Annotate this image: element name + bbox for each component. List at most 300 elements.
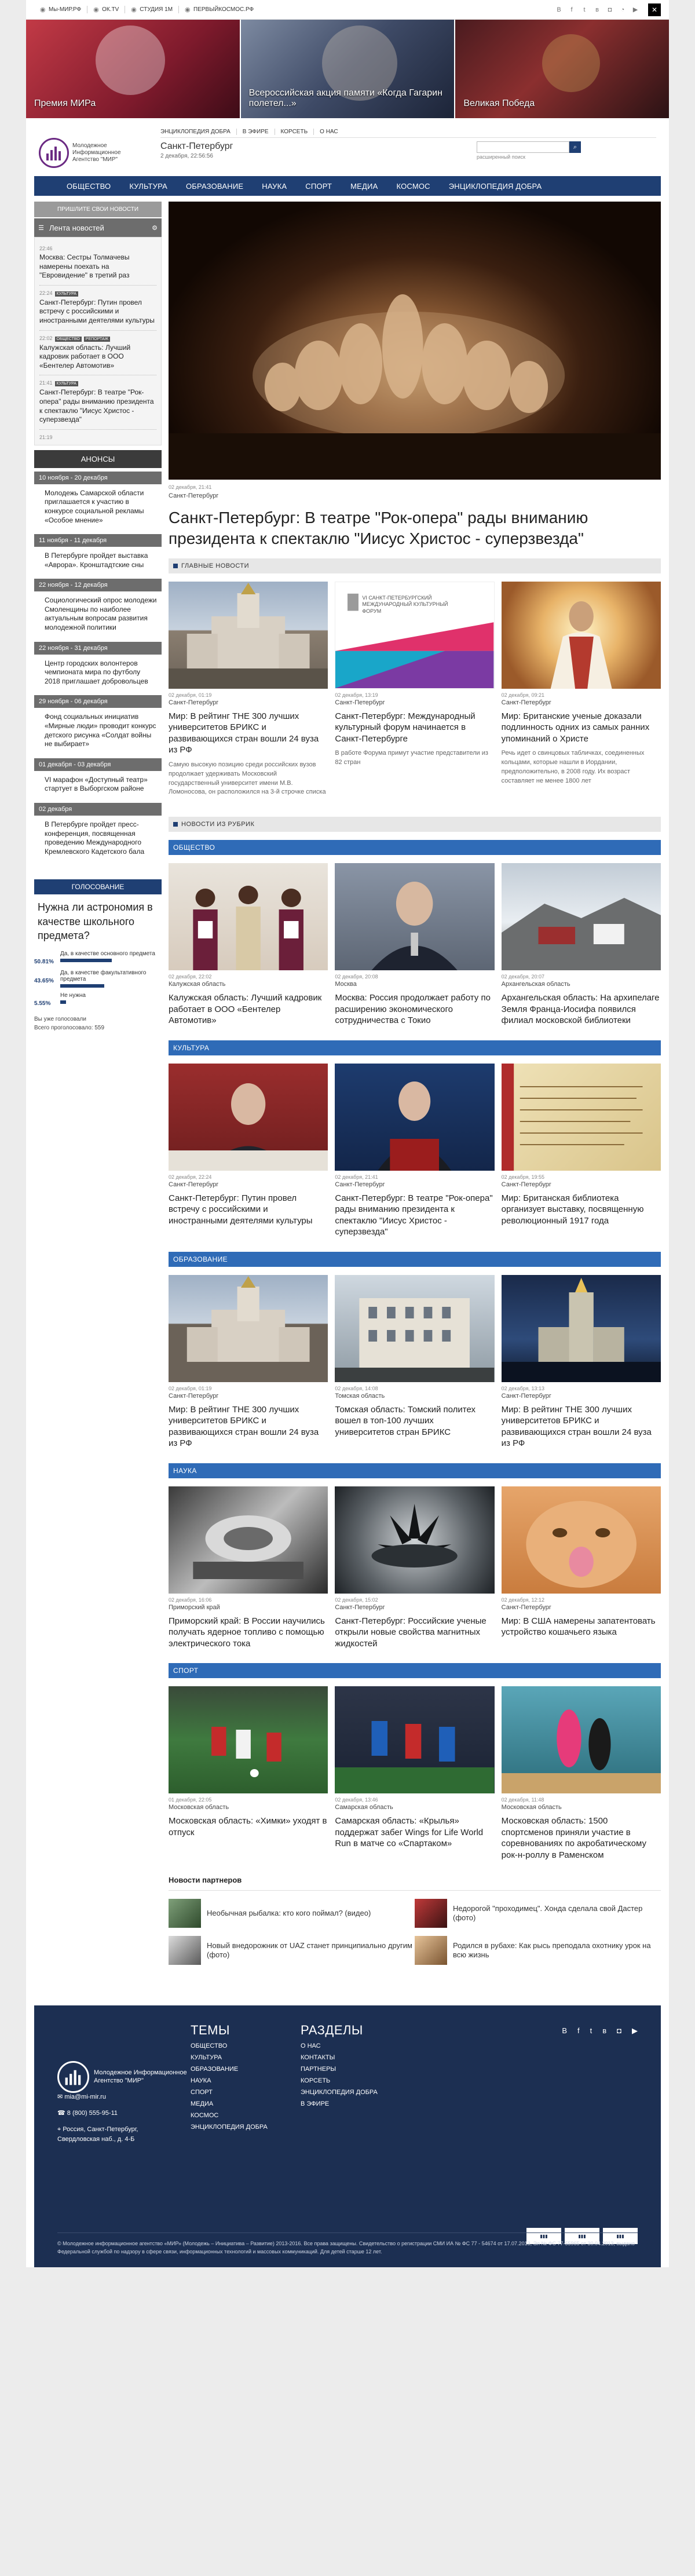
rubric-grid <box>169 863 661 1026</box>
promo-banners <box>26 20 669 118</box>
rubrics-header <box>169 817 661 832</box>
footer-section-link[interactable]: КОНТАКТЫ <box>301 2054 335 2062</box>
news-image[interactable] <box>502 1486 661 1594</box>
news-lead: Самую высокую позицию среди российских вузов продолжает удерживать Московский государственный университет имени М.В. Ломоносова, он расположился на 3-й строчке списка <box>169 761 326 796</box>
search-box <box>477 141 581 160</box>
poll-bar <box>60 959 112 962</box>
partners-title: Новости партнеров <box>169 1876 242 1885</box>
magnetic-fluid-icon <box>335 1486 494 1594</box>
footer-sections <box>301 2023 411 2131</box>
announcement[interactable] <box>34 472 162 531</box>
vk-icon[interactable]: в <box>595 6 599 13</box>
news-card[interactable] <box>169 1486 328 1650</box>
sidebar <box>34 202 162 1982</box>
university-building-icon <box>169 1275 328 1382</box>
poll-percent: 50.81% <box>34 959 54 966</box>
announcement[interactable] <box>34 642 162 692</box>
news-meta: 02 декабря, 13:46 <box>335 1797 378 1803</box>
counter-badge[interactable]: ▮▮▮ <box>603 2228 638 2244</box>
top-link-label[interactable]: Мы-МИР.РФ <box>49 6 82 13</box>
main-news-header <box>169 558 661 573</box>
news-card[interactable] <box>169 1064 328 1238</box>
rubric-header[interactable]: НАУКА <box>169 1463 661 1478</box>
news-image[interactable] <box>169 582 328 689</box>
feed-meta <box>39 335 156 342</box>
news-card[interactable] <box>169 582 328 798</box>
news-location[interactable]: Санкт-Петербург <box>335 1181 385 1188</box>
announcement-text[interactable]: VI марафон «Доступный театр» стартует в Выборгском районе <box>45 775 148 793</box>
news-card[interactable] <box>502 1486 661 1650</box>
main-news-grid <box>169 582 661 798</box>
rubric-grid <box>169 1686 661 1861</box>
news-card[interactable] <box>502 1064 661 1238</box>
footer-section-link[interactable]: О НАС <box>301 2042 321 2050</box>
top-link[interactable] <box>178 6 259 13</box>
news-title[interactable]: Самарская область: «Крылья» поддержат забег Wings for Life World Run в матче со «Спартаком» <box>335 1816 484 1849</box>
news-location[interactable]: Санкт-Петербург <box>169 1392 219 1400</box>
news-title[interactable]: Архангельская область: На архипелаге Земля Франца-Иосифа появился филиал московской библиотеки <box>501 993 660 1026</box>
poll-option-label: Да, в качестве факультативного предмета <box>60 970 147 983</box>
partner-item[interactable] <box>169 1899 415 1928</box>
promo-banner-caption: Всероссийская акция памяти «Когда Гагарин полетел...» <box>248 88 442 108</box>
news-meta: 02 декабря, 13:19 <box>335 692 378 698</box>
news-title[interactable]: Мир: Британская библиотека организует выставку, посвященную революционный 1917 года <box>501 1193 644 1226</box>
announcement-date: 11 ноября - 11 декабря <box>34 534 162 547</box>
footer-logo-text: Молодежное Информационное Агентство "МИР" <box>94 2069 187 2085</box>
footer-theme-link[interactable]: ЭНЦИКЛОПЕДИЯ ДОБРА <box>191 2124 268 2131</box>
promo-banner[interactable] <box>455 20 669 118</box>
header-menu-item[interactable]: О НАС <box>313 129 343 135</box>
announcement[interactable] <box>34 758 162 799</box>
footer-theme-link[interactable]: ОБЩЕСТВО <box>191 2042 228 2050</box>
news-image[interactable] <box>502 1064 661 1171</box>
news-location[interactable]: Санкт-Петербург <box>335 699 385 706</box>
news-image[interactable] <box>335 1486 494 1594</box>
news-meta: 02 декабря, 12:12 <box>501 1596 545 1603</box>
logo-mark-icon <box>39 138 69 168</box>
news-location[interactable]: Санкт-Петербург <box>501 1392 551 1400</box>
news-location[interactable]: Московская область <box>501 1804 562 1811</box>
poll-question: Нужна ли астрономия в качестве школьного предмета? <box>38 901 153 941</box>
rss-icon[interactable]: ◔ <box>620 6 625 13</box>
news-location[interactable]: Московская область <box>169 1804 229 1811</box>
news-card[interactable] <box>169 1275 328 1449</box>
partner-image[interactable] <box>415 1936 447 1965</box>
top-bar <box>26 0 669 20</box>
feed-text[interactable]: Санкт-Петербург: Путин провел встречу с российскими и иностранными деятелями культуры <box>39 298 155 324</box>
location-icon: ⌖ <box>57 2125 63 2133</box>
feed-tag[interactable]: КУЛЬТУРА <box>55 291 78 297</box>
nav-item[interactable]: НАУКА <box>262 181 287 191</box>
feed-item[interactable] <box>39 430 156 441</box>
city-name[interactable]: Санкт-Петербург <box>160 141 233 151</box>
promo-banner[interactable] <box>26 20 240 118</box>
poll-option-label: Не нужна <box>60 992 86 999</box>
news-meta: 02 декабря, 13:13 <box>501 1385 545 1391</box>
poll-option <box>34 948 162 967</box>
award-people-icon <box>169 863 328 970</box>
speaker-portrait-icon <box>335 863 494 970</box>
poll-bar <box>60 1000 66 1004</box>
rubric-grid <box>169 1064 661 1238</box>
news-image[interactable] <box>502 1275 661 1382</box>
rubric-header[interactable]: КУЛЬТУРА <box>169 1040 661 1055</box>
news-title[interactable]: Московская область: «Химки» уходят в отпуск <box>169 1816 327 1837</box>
news-title[interactable]: Мир: Британские ученые доказали подлинность одних из самых ранних упоминаний о Христе <box>501 711 650 744</box>
news-location[interactable]: Москва <box>335 981 357 988</box>
document-icon <box>502 1064 661 1171</box>
current-datetime: 2 декабря, 22:56:56 <box>160 153 213 159</box>
rubric-header[interactable]: ОБРАЗОВАНИЕ <box>169 1252 661 1267</box>
globe-icon: ◉ <box>93 6 99 13</box>
feed-item[interactable] <box>39 375 156 429</box>
news-card[interactable] <box>502 1686 661 1861</box>
header-menu <box>160 126 656 138</box>
news-meta: 02 декабря, 22:02 <box>169 974 212 980</box>
news-image[interactable] <box>169 1064 328 1171</box>
news-meta: 02 декабря, 22:24 <box>169 1174 212 1180</box>
news-title[interactable]: Калужская область: Лучший кадровик работает в ООО «Бентелер Автомотив» <box>169 993 322 1026</box>
logo-mark-icon <box>57 2061 89 2093</box>
announcement-date: 22 ноября - 31 декабря <box>34 642 162 655</box>
footer-section-link[interactable]: ЭНЦИКЛОПЕДИЯ ДОБРА <box>301 2089 378 2096</box>
feed-tag[interactable]: КУЛЬТУРА <box>55 381 78 386</box>
rubric-header[interactable]: ОБЩЕСТВО <box>169 840 661 855</box>
nav-item[interactable]: ОБРАЗОВАНИЕ <box>185 181 244 191</box>
rubric-grid <box>169 1275 661 1449</box>
globe-icon: ◉ <box>185 6 191 13</box>
partners-list <box>169 1890 661 1982</box>
promo-banner-caption: Премия МИРа <box>34 98 96 108</box>
news-feed <box>34 237 162 445</box>
announcements-title: АНОНСЫ <box>34 450 162 468</box>
partner-image[interactable] <box>415 1899 447 1928</box>
feed-text[interactable]: Санкт-Петербург: В театре "Рок-опера" рады вниманию президента к спектаклю "Иисус Христос - суперзвезда" <box>39 388 154 424</box>
search-input[interactable] <box>477 141 569 153</box>
header-menu-item[interactable]: ЭНЦИКЛОПЕДИЯ ДОБРА <box>160 129 231 135</box>
phone-icon: ☎ <box>57 2110 67 2117</box>
gear-icon[interactable]: ⚙ <box>152 224 158 232</box>
footer-section-link[interactable]: КОРСЕТЬ <box>301 2077 331 2085</box>
nav-item[interactable]: МЕДИА <box>350 181 378 191</box>
blogger-icon[interactable]: B <box>557 6 561 13</box>
poll-bar <box>60 984 104 988</box>
header-menu-item[interactable]: В ЭФИРЕ <box>236 129 275 135</box>
news-title[interactable]: Мир: В рейтинг THE 300 лучших университетов БРИКС и развивающихся стран вошли 24 вуза из РФ <box>169 1404 319 1449</box>
header-menu-item[interactable]: КОРСЕТЬ <box>275 129 314 135</box>
youtube-icon[interactable]: ▶ <box>632 6 638 13</box>
poll-option-label: Да, в качестве основного предмета <box>60 951 155 958</box>
feed-tag[interactable]: ОБЩЕСТВО <box>55 337 82 342</box>
footer-address-row <box>57 2125 173 2145</box>
poll-option <box>34 967 162 990</box>
hero-image[interactable] <box>169 202 661 480</box>
news-card[interactable] <box>335 1686 494 1861</box>
football-players-icon <box>169 1686 328 1793</box>
poll-percent: 43.65% <box>34 978 54 985</box>
nav-item[interactable]: ОБЩЕСТВО <box>67 181 111 191</box>
feed-title: Лента новостей <box>49 223 104 232</box>
feed-time: 21:41 <box>39 380 53 386</box>
footer-theme-link[interactable]: КУЛЬТУРА <box>191 2054 222 2062</box>
vk-icon[interactable]: в <box>602 2026 607 2036</box>
night-university-icon <box>502 1275 661 1382</box>
feed-item[interactable] <box>39 331 156 376</box>
footer-theme-link[interactable]: НАУКА <box>191 2077 211 2085</box>
partner-image[interactable] <box>169 1936 201 1965</box>
twitter-icon[interactable]: t <box>590 2026 592 2036</box>
announcement-text[interactable]: Центр городских волонтеров чемпионата мира по футболу 2018 приглашает добровольцев <box>45 659 148 685</box>
announcement-text[interactable]: В Петербурге пройдет выставка «Аврора». Кронштадтские сны <box>45 551 148 569</box>
partner-image[interactable] <box>169 1899 201 1928</box>
announcement-date: 01 декабря - 03 декабря <box>34 758 162 771</box>
footer-theme-link[interactable]: СПОРТ <box>191 2089 213 2096</box>
feed-text[interactable]: Калужская область: Лучший кадровик работает в ООО «Бентелер Автомотив» <box>39 343 131 370</box>
news-location[interactable]: Калужская область <box>169 981 226 988</box>
poll-option-body <box>60 992 162 1004</box>
news-title[interactable]: Санкт-Петербург: В театре "Рок-опера" рады вниманию президента к спектаклю "Иисус Христос - суперзвезда" <box>335 1193 493 1237</box>
promo-banner[interactable] <box>241 20 455 118</box>
feed-meta <box>39 380 156 386</box>
partner-text[interactable]: Необычная рыбалка: кто кого поймал? (видео) <box>207 1908 371 1917</box>
partner-text[interactable]: Новый внедорожник от UAZ станет принципиально другим (фото) <box>207 1941 412 1960</box>
announcement-date: 10 ноября - 20 декабря <box>34 472 162 484</box>
announcement[interactable] <box>34 695 162 754</box>
promo-banner-caption: Великая Победа <box>463 98 535 108</box>
instagram-icon[interactable]: ◘ <box>617 2026 621 2036</box>
news-image[interactable] <box>335 863 494 970</box>
feed-item[interactable] <box>39 241 156 286</box>
news-card[interactable] <box>335 582 494 798</box>
feed-time: 22:02 <box>39 335 53 341</box>
news-image[interactable] <box>335 1064 494 1171</box>
news-meta: 02 декабря, 19:55 <box>501 1174 545 1180</box>
news-location[interactable]: Приморский край <box>169 1603 220 1611</box>
mail-icon: ✉ <box>57 2093 65 2101</box>
twitter-icon[interactable]: t <box>583 6 586 13</box>
news-card[interactable] <box>502 582 661 798</box>
news-image[interactable] <box>502 1686 661 1793</box>
footer-theme-link[interactable]: ОБРАЗОВАНИЕ <box>191 2066 239 2073</box>
footer-sections-title: РАЗДЕЛЫ <box>301 2023 363 2038</box>
announcement[interactable] <box>34 803 162 862</box>
globe-icon: ◉ <box>131 6 137 13</box>
hero-title[interactable]: Санкт-Петербург: В театре "Рок-опера" рады вниманию президента к спектаклю "Иисус Христос - суперзвезда" <box>169 509 588 547</box>
top-link-label[interactable]: ОК.TV <box>102 6 119 13</box>
blogger-icon[interactable]: B <box>562 2026 567 2036</box>
section-title: ГЛАВНЫЕ НОВОСТИ <box>181 562 250 569</box>
news-card[interactable] <box>169 863 328 1026</box>
news-card[interactable] <box>502 1275 661 1449</box>
footer-email[interactable]: mia@mi-mir.ru <box>64 2093 106 2101</box>
feed-time: 22:24 <box>39 290 53 296</box>
location-block <box>160 141 233 160</box>
announcement-text[interactable]: В Петербурге пройдет пресс-конференция, посвященная проведению Международного Кремлевского Кадетского бала <box>45 820 145 856</box>
news-lead: Речь идет о свинцовых табличках, соединенных кольцами, которые нашли в Иордании, предположительно, в 2008 году. Их возраст составляет не менее 1800 лет <box>501 750 645 784</box>
footer-phone[interactable]: 8 (800) 555-95-11 <box>67 2110 118 2117</box>
announcement-text[interactable]: Молодежь Самарской области приглашается к участию в конкурсе социальной рекламы «Особое мнение» <box>45 488 144 524</box>
feed-meta <box>39 290 156 297</box>
section-marker-icon <box>173 822 178 827</box>
partner-text[interactable]: Недорогой "проходимец". Хонда сделала свой Дастер (фото) <box>453 1903 643 1923</box>
announcement[interactable] <box>34 534 162 575</box>
counter-badge[interactable]: ▮▮▮ <box>565 2228 599 2244</box>
news-location[interactable]: Санкт-Петербург <box>169 699 219 706</box>
news-title[interactable]: Москва: Россия продолжает работу по расширению экономического сотрудничества с Токио <box>335 993 491 1026</box>
poll-option-body <box>60 970 162 988</box>
news-image[interactable] <box>169 1686 328 1793</box>
news-location[interactable]: Санкт-Петербург <box>169 1181 219 1188</box>
news-title[interactable]: Приморский край: В России научились получать ядерное топливо с помощью электрического тока <box>169 1616 325 1649</box>
news-meta: 02 декабря, 16:06 <box>169 1596 212 1603</box>
news-title[interactable]: Томская область: Томский политех вошел в топ-100 лучших университетов стран БРИКС <box>335 1404 475 1437</box>
partner-item[interactable] <box>415 1936 661 1965</box>
news-meta: 02 декабря, 09:21 <box>501 692 545 698</box>
announcement-date: 29 ноября - 06 декабря <box>34 695 162 708</box>
news-title[interactable]: Московская область: 1500 спортсменов приняли участие в соревнованиях по акробатическому рок-н-роллу в Раменском <box>501 1816 646 1860</box>
football-players-icon <box>335 1686 494 1793</box>
news-title[interactable]: Мир: В рейтинг THE 300 лучших университетов БРИКС и развивающихся стран вошли 24 вуза из РФ <box>501 1404 652 1449</box>
section-title: НОВОСТИ ИЗ РУБРИК <box>181 821 255 828</box>
top-link-label[interactable]: СТУДИЯ 1М <box>140 6 173 13</box>
announcement-text[interactable]: Фонд социальных инициатив «Мирные люди» проводит конкурс детского рисунка «Солдат войны не выбирает» <box>45 712 156 748</box>
header-row <box>160 141 656 160</box>
news-title[interactable]: Санкт-Петербург: Российские ученые открыли новые свойства магнитных жидкостей <box>335 1616 487 1649</box>
partner-text[interactable]: Родился в рубахе: Как рысь преподала охотнику урок на всю жизнь <box>453 1941 651 1960</box>
forum-banner-text: VI САНКТ-ПЕТЕРБУРГСКИЙ МЕЖДУНАРОДНЫЙ КУЛЬТУРНЫЙ ФОРУМ <box>362 594 448 615</box>
news-card[interactable] <box>335 1275 494 1449</box>
news-image[interactable] <box>335 1275 494 1382</box>
news-location[interactable]: Томская область <box>335 1392 385 1400</box>
footer-social <box>562 2023 638 2131</box>
nav-item[interactable]: СПОРТ <box>305 181 332 191</box>
news-location[interactable]: Санкт-Петербург <box>335 1603 385 1611</box>
main-nav <box>34 176 661 196</box>
nav-item[interactable]: КОСМОС <box>396 181 430 191</box>
search-icon[interactable]: ⌕ <box>569 141 581 153</box>
christ-figure-icon <box>502 582 661 689</box>
dancers-icon <box>502 1686 661 1793</box>
news-image[interactable] <box>502 863 661 970</box>
news-meta: 02 декабря, 15:02 <box>335 1596 378 1603</box>
news-image[interactable] <box>169 863 328 970</box>
counter-badge[interactable]: ▮▮▮ <box>526 2228 561 2244</box>
poll-percent: 5.55% <box>34 1000 51 1007</box>
footer-contacts <box>57 2092 173 2150</box>
news-location[interactable]: Санкт-Петербург <box>501 1603 551 1611</box>
poll-total: Всего проголосовало: 559 <box>34 1025 105 1032</box>
nav-item[interactable]: ЭНЦИКЛОПЕДИЯ ДОБРА <box>448 181 542 191</box>
feed-time: 21:19 <box>39 434 53 440</box>
send-news-button[interactable]: ПРИШЛИТЕ СВОИ НОВОСТИ <box>34 202 162 217</box>
header-right <box>149 126 656 176</box>
rubric-header[interactable]: СПОРТ <box>169 1663 661 1678</box>
news-title[interactable]: Мир: В США намерены запатентовать устройство кошачьего языка <box>501 1616 656 1638</box>
news-card[interactable] <box>335 1064 494 1238</box>
search-line <box>477 141 581 153</box>
facebook-icon[interactable]: f <box>577 2026 580 2036</box>
news-card[interactable] <box>502 863 661 1026</box>
speaker-portrait-icon <box>169 1064 328 1171</box>
stage-dancers-icon <box>169 202 661 480</box>
news-meta: 02 декабря, 01:19 <box>169 1385 212 1391</box>
news-image[interactable] <box>169 1486 328 1594</box>
site-logo[interactable] <box>39 126 149 176</box>
footer-theme-link[interactable]: КОСМОС <box>191 2112 219 2120</box>
news-card[interactable] <box>335 863 494 1026</box>
news-card[interactable] <box>335 1486 494 1650</box>
top-link[interactable] <box>34 6 87 13</box>
footer-theme-link[interactable]: МЕДИА <box>191 2100 214 2108</box>
footer-themes <box>191 2023 301 2131</box>
news-location[interactable]: Самарская область <box>335 1804 393 1811</box>
news-location[interactable]: Архангельская область <box>501 981 570 988</box>
section-marker-icon <box>173 564 178 568</box>
news-image[interactable] <box>335 582 494 689</box>
news-image[interactable] <box>169 1275 328 1382</box>
page-body <box>26 196 669 1982</box>
news-image[interactable] <box>502 582 661 689</box>
news-lead: В работе Форума примут участие представители из 82 стран <box>335 750 488 766</box>
top-link-label[interactable]: ПЕРВЫЙКОСМОС.РФ <box>193 6 254 13</box>
news-title[interactable]: Санкт-Петербург: Международный культурный форум начинается в Санкт-Петербурге <box>335 711 475 744</box>
rubric-grid <box>169 1486 661 1650</box>
youtube-icon[interactable]: ▶ <box>632 2026 638 2036</box>
news-meta: 02 декабря, 01:19 <box>169 692 212 698</box>
news-title[interactable]: Мир: В рейтинг THE 300 лучших университетов БРИКС и развивающихся стран вошли 24 вуза из РФ <box>169 711 319 755</box>
university-building-icon <box>169 582 328 689</box>
partner-item[interactable] <box>415 1899 661 1928</box>
advanced-search-link[interactable]: расширенный поиск <box>477 154 526 160</box>
feed-tag[interactable]: РЕПОРТАЖ <box>84 337 110 342</box>
feed-item[interactable] <box>39 286 156 331</box>
news-card[interactable] <box>169 1686 328 1861</box>
news-meta: 02 декабря, 14:08 <box>335 1385 378 1391</box>
poll-footer <box>34 1015 162 1032</box>
footer-address: Россия, Санкт-Петербург, Свердловская наб., д. 4-Б <box>57 2125 138 2143</box>
main-content <box>169 202 661 1982</box>
hero-location[interactable]: Санкт-Петербург <box>169 492 219 499</box>
news-location[interactable]: Санкт-Петербург <box>501 699 551 706</box>
close-icon[interactable]: ✕ <box>648 3 661 16</box>
arctic-station-icon <box>502 863 661 970</box>
news-location[interactable]: Санкт-Петербург <box>501 1181 551 1188</box>
partner-item[interactable] <box>169 1936 415 1965</box>
news-meta: 02 декабря, 11:48 <box>501 1797 544 1803</box>
announcement-text[interactable]: Социологический опрос молодежи Смоленщины по наиболее актуальным вопросам развития молодежной политики <box>45 596 157 632</box>
news-title[interactable]: Санкт-Петербург: Путин провел встречу с российскими и иностранными деятелями культуры <box>169 1193 313 1226</box>
announcement[interactable] <box>34 579 162 638</box>
news-image[interactable] <box>335 1686 494 1793</box>
cat-icon <box>502 1486 661 1594</box>
footer-section-link[interactable]: ПАРТНЕРЫ <box>301 2066 336 2073</box>
site-header <box>26 118 669 176</box>
instagram-icon[interactable]: ◘ <box>608 6 612 13</box>
facebook-icon[interactable]: f <box>570 6 573 13</box>
hero-meta: 02 декабря, 21:41 <box>169 484 212 490</box>
feed-header <box>34 218 162 237</box>
globe-icon: ◉ <box>40 6 46 13</box>
footer-section-link[interactable]: В ЭФИРЕ <box>301 2100 330 2108</box>
news-meta: 02 декабря, 20:08 <box>335 974 378 980</box>
nav-item[interactable]: КУЛЬТУРА <box>129 181 167 191</box>
social-links <box>555 3 661 16</box>
footer-phone-row <box>57 2109 173 2119</box>
top-link[interactable] <box>125 6 178 13</box>
feed-text[interactable]: Москва: Сестры Толмачевы намерены поехать на "Евровидение" в третий раз <box>39 253 130 280</box>
news-meta: 01 декабря, 22:05 <box>169 1797 212 1803</box>
top-link[interactable] <box>87 6 125 13</box>
